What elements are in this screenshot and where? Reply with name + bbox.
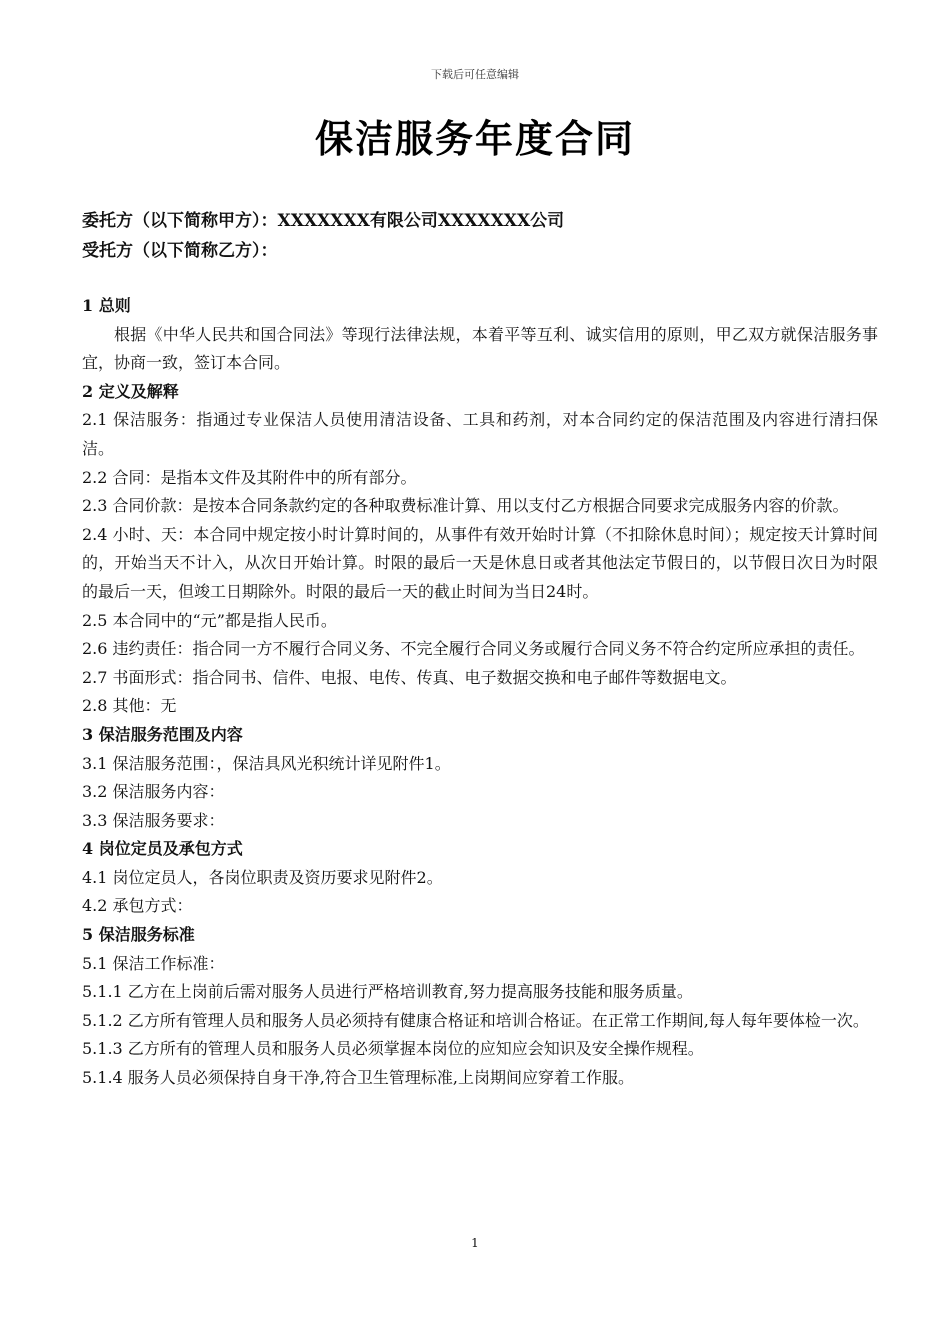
section-heading: 4 岗位定员及承包方式 <box>82 839 243 859</box>
clause-paragraph: 5.1 保洁工作标准： <box>82 953 225 973</box>
clause-paragraph: 5.1.2 乙方所有管理人员和服务人员必须持有健康合格证和培训合格证。在正常工作期间,每人每年要体检一次。 <box>82 1010 869 1030</box>
section-heading: 3 保洁服务范围及内容 <box>82 724 243 744</box>
clause-paragraph: 2.5 本合同中的“元”都是指人民币。 <box>82 610 337 630</box>
clause-paragraph: 5.1.4 服务人员必须保持自身干净,符合卫生管理标准,上岗期间应穿着工作服。 <box>82 1068 634 1088</box>
page-number: 1 <box>471 1236 479 1250</box>
clause-paragraph: 2.2 合同：是指本文件及其附件中的所有部分。 <box>82 467 417 487</box>
section-heading: 5 保洁服务标准 <box>82 925 195 945</box>
client-party-line: 委托方（以下简称甲方）：XXXXXXX有限公司XXXXXXX公司 <box>82 211 565 231</box>
clause-paragraph: 2.1 保洁服务：指通过专业保洁人员使用清洁设备、工具和药剂，对本合同约定的保洁范围及内容进行清扫保洁。 <box>82 410 878 458</box>
header-note: 下载后可任意编辑 <box>431 68 519 81</box>
clause-paragraph: 2.3 合同价款：是按本合同条款约定的各种取费标准计算、用以支付乙方根据合同要求完成服务内容的价款。 <box>82 496 849 516</box>
clause-paragraph: 3.2 保洁服务内容： <box>82 782 225 802</box>
clause-paragraph: 2.6 违约责任：指合同一方不履行合同义务、不完全履行合同义务或履行合同义务不符合约定所应承担的责任。 <box>82 639 865 659</box>
clause-paragraph: 3.1 保洁服务范围：，保洁具风光积统计详见附件1。 <box>82 753 451 773</box>
section-heading: 1 总则 <box>82 296 131 315</box>
clause-paragraph: 5.1.3 乙方所有的管理人员和服务人员必须掌握本岗位的应知应会知识及安全操作规程。 <box>82 1039 704 1059</box>
clause-paragraph: 2.7 书面形式：指合同书、信件、电报、电传、传真、电子数据交换和电子邮件等数据电文。 <box>82 667 737 687</box>
section-heading: 2 定义及解释 <box>82 381 179 401</box>
document-title: 保洁服务年度合同 <box>314 116 635 161</box>
clause-paragraph: 3.3 保洁服务要求： <box>82 810 225 830</box>
clause-paragraph: 2.4 小时、天：本合同中规定按小时计算时间的，从事件有效开始时计算（不扣除休息时间）；规定按天计算时间的，开始当天不计入，从次日开始计算。时限的最后一天是休息日或者其他法定节假日的，以节假日次日为时限的最后一天，但竣工日期除外。时限的最后一天的截止时间为当日24时。 <box>82 524 878 601</box>
clause-paragraph: 根据《中华人民共和国合同法》等现行法律法规，本着平等互利、诚实信用的原则，甲乙双方就保洁服务事宜，协商一致，签订本合同。 <box>82 324 878 373</box>
clause-paragraph: 4.2 承包方式： <box>82 896 193 916</box>
clause-paragraph: 5.1.1 乙方在上岗前后需对服务人员进行严格培训教育,努力提高服务技能和服务质量。 <box>82 982 693 1002</box>
contract-body <box>82 292 878 1093</box>
contractor-party-line: 受托方（以下简称乙方）： <box>82 241 278 261</box>
parties-block <box>82 206 882 266</box>
clause-paragraph: 2.8 其他：无 <box>82 696 177 716</box>
clause-paragraph: 4.1 岗位定员人，各岗位职责及资历要求见附件2。 <box>82 867 443 887</box>
